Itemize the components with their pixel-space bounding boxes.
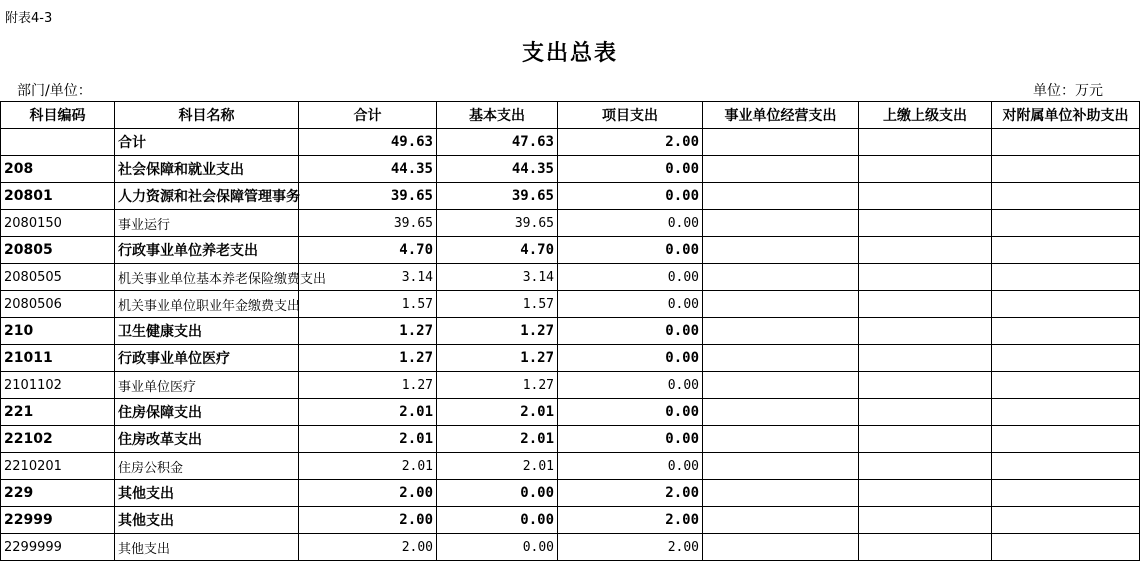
cell-basic: 2.01 (437, 426, 558, 453)
cell-subsidy (992, 345, 1140, 372)
cell-project: 0.00 (558, 345, 703, 372)
cell-subsidy (992, 480, 1140, 507)
cell-business (703, 507, 859, 534)
cell-basic: 3.14 (437, 264, 558, 291)
cell-remit (859, 453, 992, 480)
cell-remit (859, 291, 992, 318)
cell-code: 22102 (1, 426, 115, 453)
cell-remit (859, 156, 992, 183)
cell-business (703, 318, 859, 345)
cell-basic: 2.01 (437, 453, 558, 480)
table-row (1, 507, 1140, 534)
cell-business (703, 480, 859, 507)
cell-basic: 39.65 (437, 183, 558, 210)
table-row (1, 318, 1140, 345)
cell-project: 0.00 (558, 264, 703, 291)
cell-basic: 1.27 (437, 345, 558, 372)
cell-total: 39.65 (299, 210, 437, 237)
table-row (1, 183, 1140, 210)
department-label: 部门/单位： (17, 83, 92, 99)
header-business: 事业单位经营支出 (703, 102, 859, 129)
cell-basic: 2.01 (437, 399, 558, 426)
cell-project: 0.00 (558, 183, 703, 210)
cell-name: 住房公积金 (115, 453, 299, 480)
cell-project: 0.00 (558, 399, 703, 426)
cell-project: 0.00 (558, 291, 703, 318)
header-remit: 上缴上级支出 (859, 102, 992, 129)
cell-basic: 44.35 (437, 156, 558, 183)
cell-subsidy (992, 291, 1140, 318)
cell-remit (859, 318, 992, 345)
table-row (1, 480, 1140, 507)
cell-code: 208 (1, 156, 115, 183)
cell-remit (859, 426, 992, 453)
cell-business (703, 183, 859, 210)
cell-total: 3.14 (299, 264, 437, 291)
table-row (1, 453, 1140, 480)
cell-business (703, 237, 859, 264)
cell-code: 2080506 (1, 291, 115, 318)
cell-remit (859, 183, 992, 210)
cell-business (703, 426, 859, 453)
table-row (1, 426, 1140, 453)
cell-total: 2.01 (299, 426, 437, 453)
cell-basic: 1.57 (437, 291, 558, 318)
cell-project: 2.00 (558, 129, 703, 156)
cell-business (703, 534, 859, 561)
cell-code: 2210201 (1, 453, 115, 480)
cell-basic: 0.00 (437, 480, 558, 507)
cell-subsidy (992, 534, 1140, 561)
cell-code: 2101102 (1, 372, 115, 399)
unit-label: 单位：万元 (1033, 83, 1103, 99)
cell-project: 2.00 (558, 480, 703, 507)
cell-code: 210 (1, 318, 115, 345)
cell-basic: 1.27 (437, 372, 558, 399)
cell-name: 住房改革支出 (115, 426, 299, 453)
cell-subsidy (992, 183, 1140, 210)
table-row (1, 372, 1140, 399)
cell-business (703, 129, 859, 156)
cell-subsidy (992, 156, 1140, 183)
cell-business (703, 291, 859, 318)
cell-total: 1.27 (299, 372, 437, 399)
cell-total: 1.27 (299, 318, 437, 345)
cell-remit (859, 507, 992, 534)
cell-subsidy (992, 372, 1140, 399)
cell-remit (859, 129, 992, 156)
cell-name: 卫生健康支出 (115, 318, 299, 345)
expenditure-table (0, 101, 1140, 561)
cell-project: 0.00 (558, 210, 703, 237)
cell-basic: 1.27 (437, 318, 558, 345)
cell-business (703, 210, 859, 237)
cell-subsidy (992, 237, 1140, 264)
table-row (1, 345, 1140, 372)
cell-project: 2.00 (558, 534, 703, 561)
cell-name: 其他支出 (115, 507, 299, 534)
cell-remit (859, 399, 992, 426)
cell-code: 21011 (1, 345, 115, 372)
cell-business (703, 453, 859, 480)
cell-subsidy (992, 210, 1140, 237)
table-row (1, 210, 1140, 237)
cell-name: 住房保障支出 (115, 399, 299, 426)
cell-code: 2080150 (1, 210, 115, 237)
cell-remit (859, 345, 992, 372)
cell-subsidy (992, 507, 1140, 534)
cell-subsidy (992, 399, 1140, 426)
table-row (1, 534, 1140, 561)
cell-name: 人力资源和社会保障管理事务 (115, 183, 299, 210)
cell-code: 2080505 (1, 264, 115, 291)
cell-subsidy (992, 426, 1140, 453)
header-code: 科目编码 (1, 102, 115, 129)
cell-remit (859, 372, 992, 399)
cell-basic: 4.70 (437, 237, 558, 264)
cell-business (703, 399, 859, 426)
cell-remit (859, 210, 992, 237)
cell-project: 0.00 (558, 318, 703, 345)
cell-basic: 0.00 (437, 507, 558, 534)
cell-subsidy (992, 453, 1140, 480)
cell-total: 2.01 (299, 399, 437, 426)
cell-subsidy (992, 318, 1140, 345)
table-row (1, 237, 1140, 264)
cell-total: 2.01 (299, 453, 437, 480)
header-name: 科目名称 (115, 102, 299, 129)
cell-business (703, 264, 859, 291)
cell-code: 2299999 (1, 534, 115, 561)
cell-total: 2.00 (299, 534, 437, 561)
cell-total: 49.63 (299, 129, 437, 156)
cell-project: 0.00 (558, 237, 703, 264)
cell-name: 其他支出 (115, 480, 299, 507)
cell-code: 20805 (1, 237, 115, 264)
cell-project: 0.00 (558, 426, 703, 453)
table-row (1, 156, 1140, 183)
cell-business (703, 345, 859, 372)
cell-code: 20801 (1, 183, 115, 210)
cell-remit (859, 534, 992, 561)
cell-remit (859, 480, 992, 507)
document-label: 附表4-3 (5, 11, 53, 26)
cell-basic: 0.00 (437, 534, 558, 561)
cell-business (703, 372, 859, 399)
cell-total: 4.70 (299, 237, 437, 264)
cell-name: 行政事业单位医疗 (115, 345, 299, 372)
header-total: 合计 (299, 102, 437, 129)
cell-code: 22999 (1, 507, 115, 534)
cell-name: 其他支出 (115, 534, 299, 561)
header-basic: 基本支出 (437, 102, 558, 129)
header-subsidy: 对附属单位补助支出 (992, 102, 1140, 129)
cell-code (1, 129, 115, 156)
cell-total: 2.00 (299, 507, 437, 534)
cell-total: 1.27 (299, 345, 437, 372)
cell-project: 0.00 (558, 156, 703, 183)
cell-name: 事业单位医疗 (115, 372, 299, 399)
cell-code: 229 (1, 480, 115, 507)
cell-project: 2.00 (558, 507, 703, 534)
cell-name: 机关事业单位基本养老保险缴费支出 (115, 264, 299, 291)
cell-name: 行政事业单位养老支出 (115, 237, 299, 264)
cell-name: 合计 (115, 129, 299, 156)
cell-code: 221 (1, 399, 115, 426)
cell-remit (859, 237, 992, 264)
cell-remit (859, 264, 992, 291)
cell-basic: 39.65 (437, 210, 558, 237)
header-project: 项目支出 (558, 102, 703, 129)
cell-project: 0.00 (558, 372, 703, 399)
cell-name: 机关事业单位职业年金缴费支出 (115, 291, 299, 318)
cell-subsidy (992, 264, 1140, 291)
cell-business (703, 156, 859, 183)
cell-project: 0.00 (558, 453, 703, 480)
cell-total: 44.35 (299, 156, 437, 183)
cell-total: 1.57 (299, 291, 437, 318)
page-title: 支出总表 (521, 41, 618, 66)
table-row (1, 399, 1140, 426)
table-row (1, 264, 1140, 291)
cell-subsidy (992, 129, 1140, 156)
cell-total: 39.65 (299, 183, 437, 210)
cell-name: 社会保障和就业支出 (115, 156, 299, 183)
cell-basic: 47.63 (437, 129, 558, 156)
cell-name: 事业运行 (115, 210, 299, 237)
header-row (1, 102, 1140, 129)
table-row (1, 291, 1140, 318)
table-row (1, 129, 1140, 156)
cell-total: 2.00 (299, 480, 437, 507)
